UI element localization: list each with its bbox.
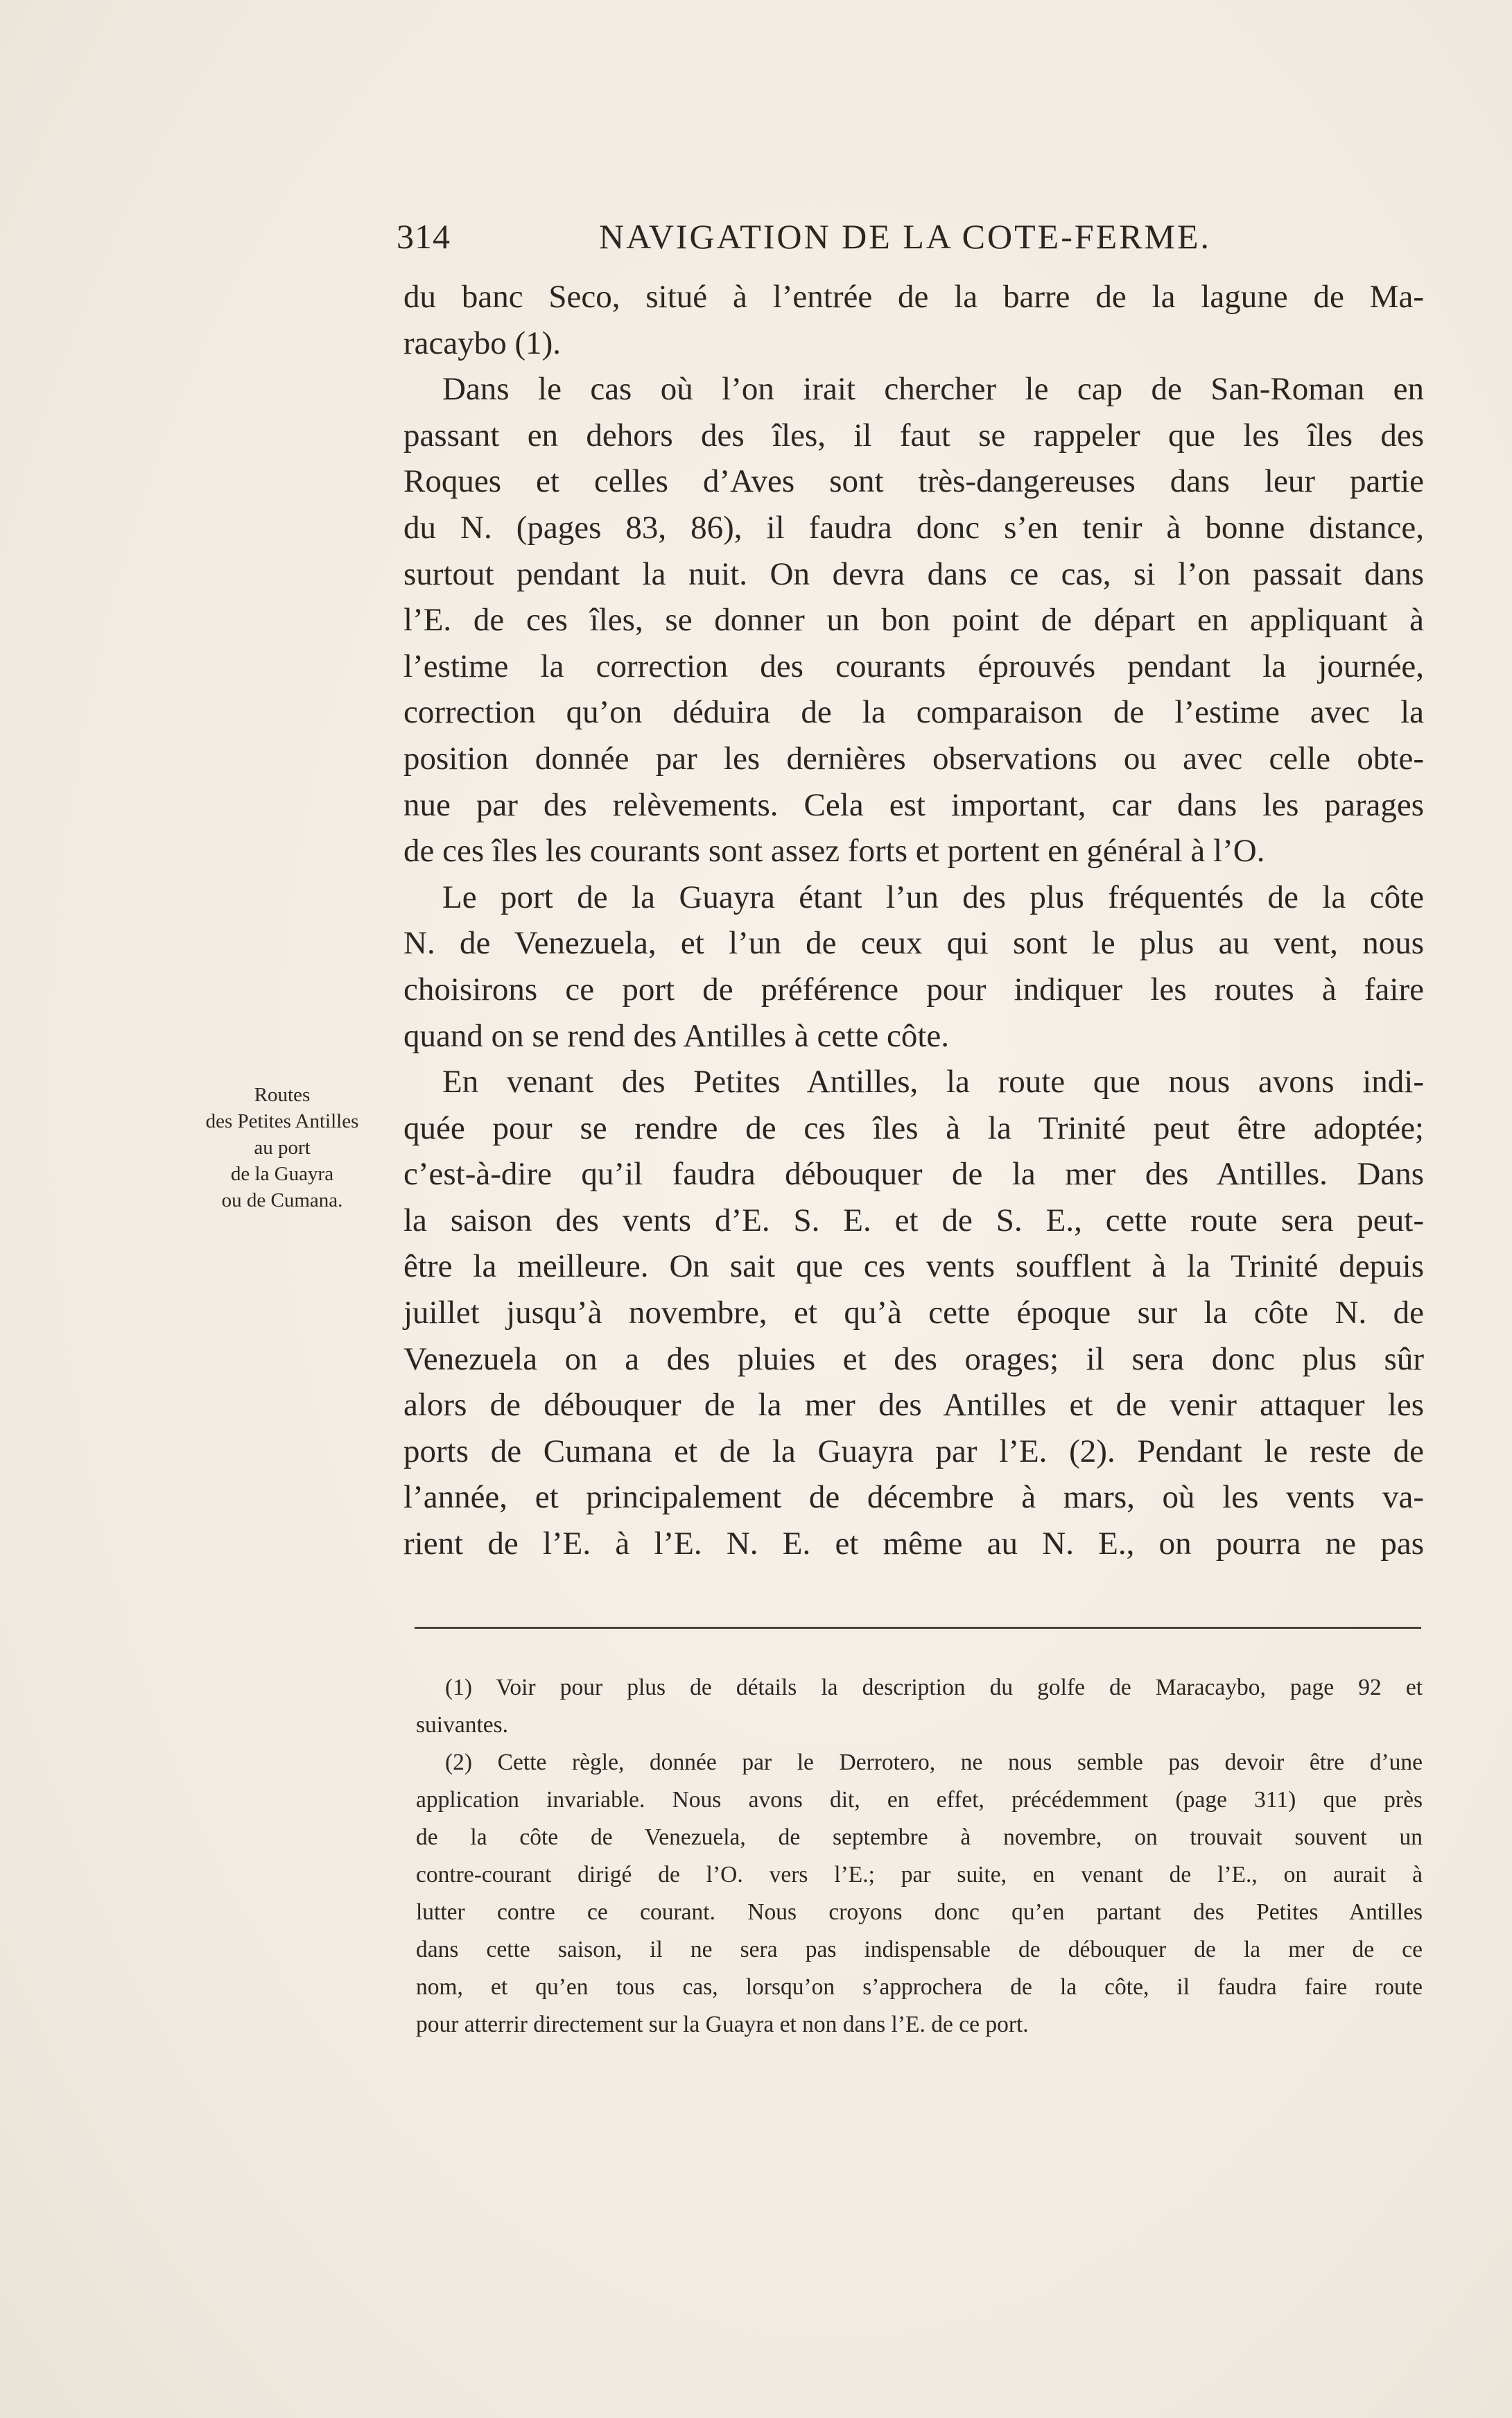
body-line: être la meilleure. On sait que ces vents soufflent à la Trinité depuis (403, 1248, 1424, 1285)
body-line: surtout pendant la nuit. On devra dans ce cas, si l’on passait dans (403, 555, 1424, 592)
body-line: Roques et celles d’Aves sont très-dangereuses dans leur partie (403, 463, 1424, 500)
body-line: juillet jusqu’à novembre, et qu’à cette époque sur la côte N. de (403, 1295, 1424, 1331)
body-line: nue par des relèvements. Cela est important, car dans les parages (403, 786, 1424, 823)
margin-note-line: de la Guayra (230, 1163, 334, 1185)
body-line: Venezuela on a des pluies et des orages; il sera donc plus sûr (403, 1340, 1424, 1377)
footnote-line: pour atterrir directement sur la Guayra et non dans l’E. de ce port. (416, 2012, 1029, 2037)
body-line: quand on se rend des Antilles à cette côte. (403, 1017, 949, 1054)
margin-note-line: des Petites Antilles (205, 1110, 359, 1132)
footnotes (416, 1669, 1423, 2044)
body-line: choisirons ce port de préférence pour indiquer les routes à faire (403, 971, 1424, 1008)
body-line: de ces îles les courants sont assez forts et portent en général à l’O. (403, 833, 1265, 870)
body-line: l’E. de ces îles, se donner un bon point de départ en appliquant à (403, 602, 1424, 639)
margin-note-line: Routes (254, 1084, 311, 1106)
body-line: quée pour se rendre de ces îles à la Trinité peut être adoptée; (403, 1109, 1424, 1146)
footnote-line: lutter contre ce courant. Nous croyons donc qu’en partant des Petites Antilles (416, 1899, 1423, 1925)
body-line: En venant des Petites Antilles, la route que nous avons indi- (442, 1064, 1424, 1100)
footnote-line: (2) Cette règle, donnée par le Derrotero, ne nous semble pas devoir être d’une (445, 1750, 1423, 1775)
margin-note (168, 1082, 397, 1214)
footnote-divider (415, 1627, 1421, 1629)
footnote-line: contre-courant dirigé de l’O. vers l’E.; par suite, en venant de l’E., on aurait à (416, 1862, 1423, 1888)
body-line: Dans le cas où l’on irait chercher le cap de San-Roman en (442, 371, 1424, 408)
page-number: 314 (397, 217, 451, 256)
body-line: Le port de la Guayra étant l’un des plus fréquentés de la côte (442, 879, 1424, 915)
body-line: la saison des vents d’E. S. E. et de S. E., cette route sera peut- (403, 1202, 1424, 1238)
body-line: ports de Cumana et de la Guayra par l’E. (2). Pendant le reste de (403, 1433, 1424, 1469)
margin-note-line: ou de Cumana. (221, 1189, 343, 1211)
body-line: correction qu’on déduira de la comparaison de l’estime avec la (403, 694, 1424, 731)
footnote-line: suivantes. (416, 1712, 509, 1738)
body-line: l’année, et principalement de décembre à mars, où les vents va- (403, 1479, 1424, 1516)
footnote-line: dans cette saison, il ne sera pas indispensable de débouquer de la mer de ce (416, 1937, 1423, 1962)
footnote-line: (1) Voir pour plus de détails la description du golfe de Maracaybo, page 92 et (445, 1675, 1423, 1700)
footnote-line: nom, et qu’en tous cas, lorsqu’on s’approchera de la côte, il faudra faire route (416, 1974, 1423, 2000)
body-line: rient de l’E. à l’E. N. E. et même au N. E., on pourra ne pas (403, 1526, 1424, 1562)
running-title: NAVIGATION DE LA COTE-FERME. (599, 217, 1212, 256)
body-line: position donnée par les dernières observations ou avec celle obte- (403, 740, 1424, 777)
body-line: l’estime la correction des courants éprouvés pendant la journée, (403, 648, 1424, 684)
footnote-line: application invariable. Nous avons dit, en effet, précédemment (page 311) que près (416, 1787, 1423, 1813)
body-line: passant en dehors des îles, il faut se rappeler que les îles des (403, 417, 1424, 454)
margin-note-line: au port (254, 1137, 311, 1159)
body-line: du banc Seco, situé à l’entrée de la barre de la lagune de Ma- (403, 279, 1424, 315)
body-text (403, 274, 1424, 1567)
body-line: c’est-à-dire qu’il faudra débouquer de la mer des Antilles. Dans (403, 1156, 1424, 1193)
body-line: racaybo (1). (403, 325, 562, 361)
body-line: du N. (pages 83, 86), il faudra donc s’en tenir à bonne distance, (403, 509, 1424, 546)
page-header (397, 216, 1423, 265)
footnote-line: de la côte de Venezuela, de septembre à novembre, on trouvait souvent un (416, 1824, 1423, 1850)
body-line: alors de débouquer de la mer des Antilles et de venir attaquer les (403, 1387, 1424, 1424)
body-line: N. de Venezuela, et l’un de ceux qui sont le plus au vent, nous (403, 925, 1424, 962)
